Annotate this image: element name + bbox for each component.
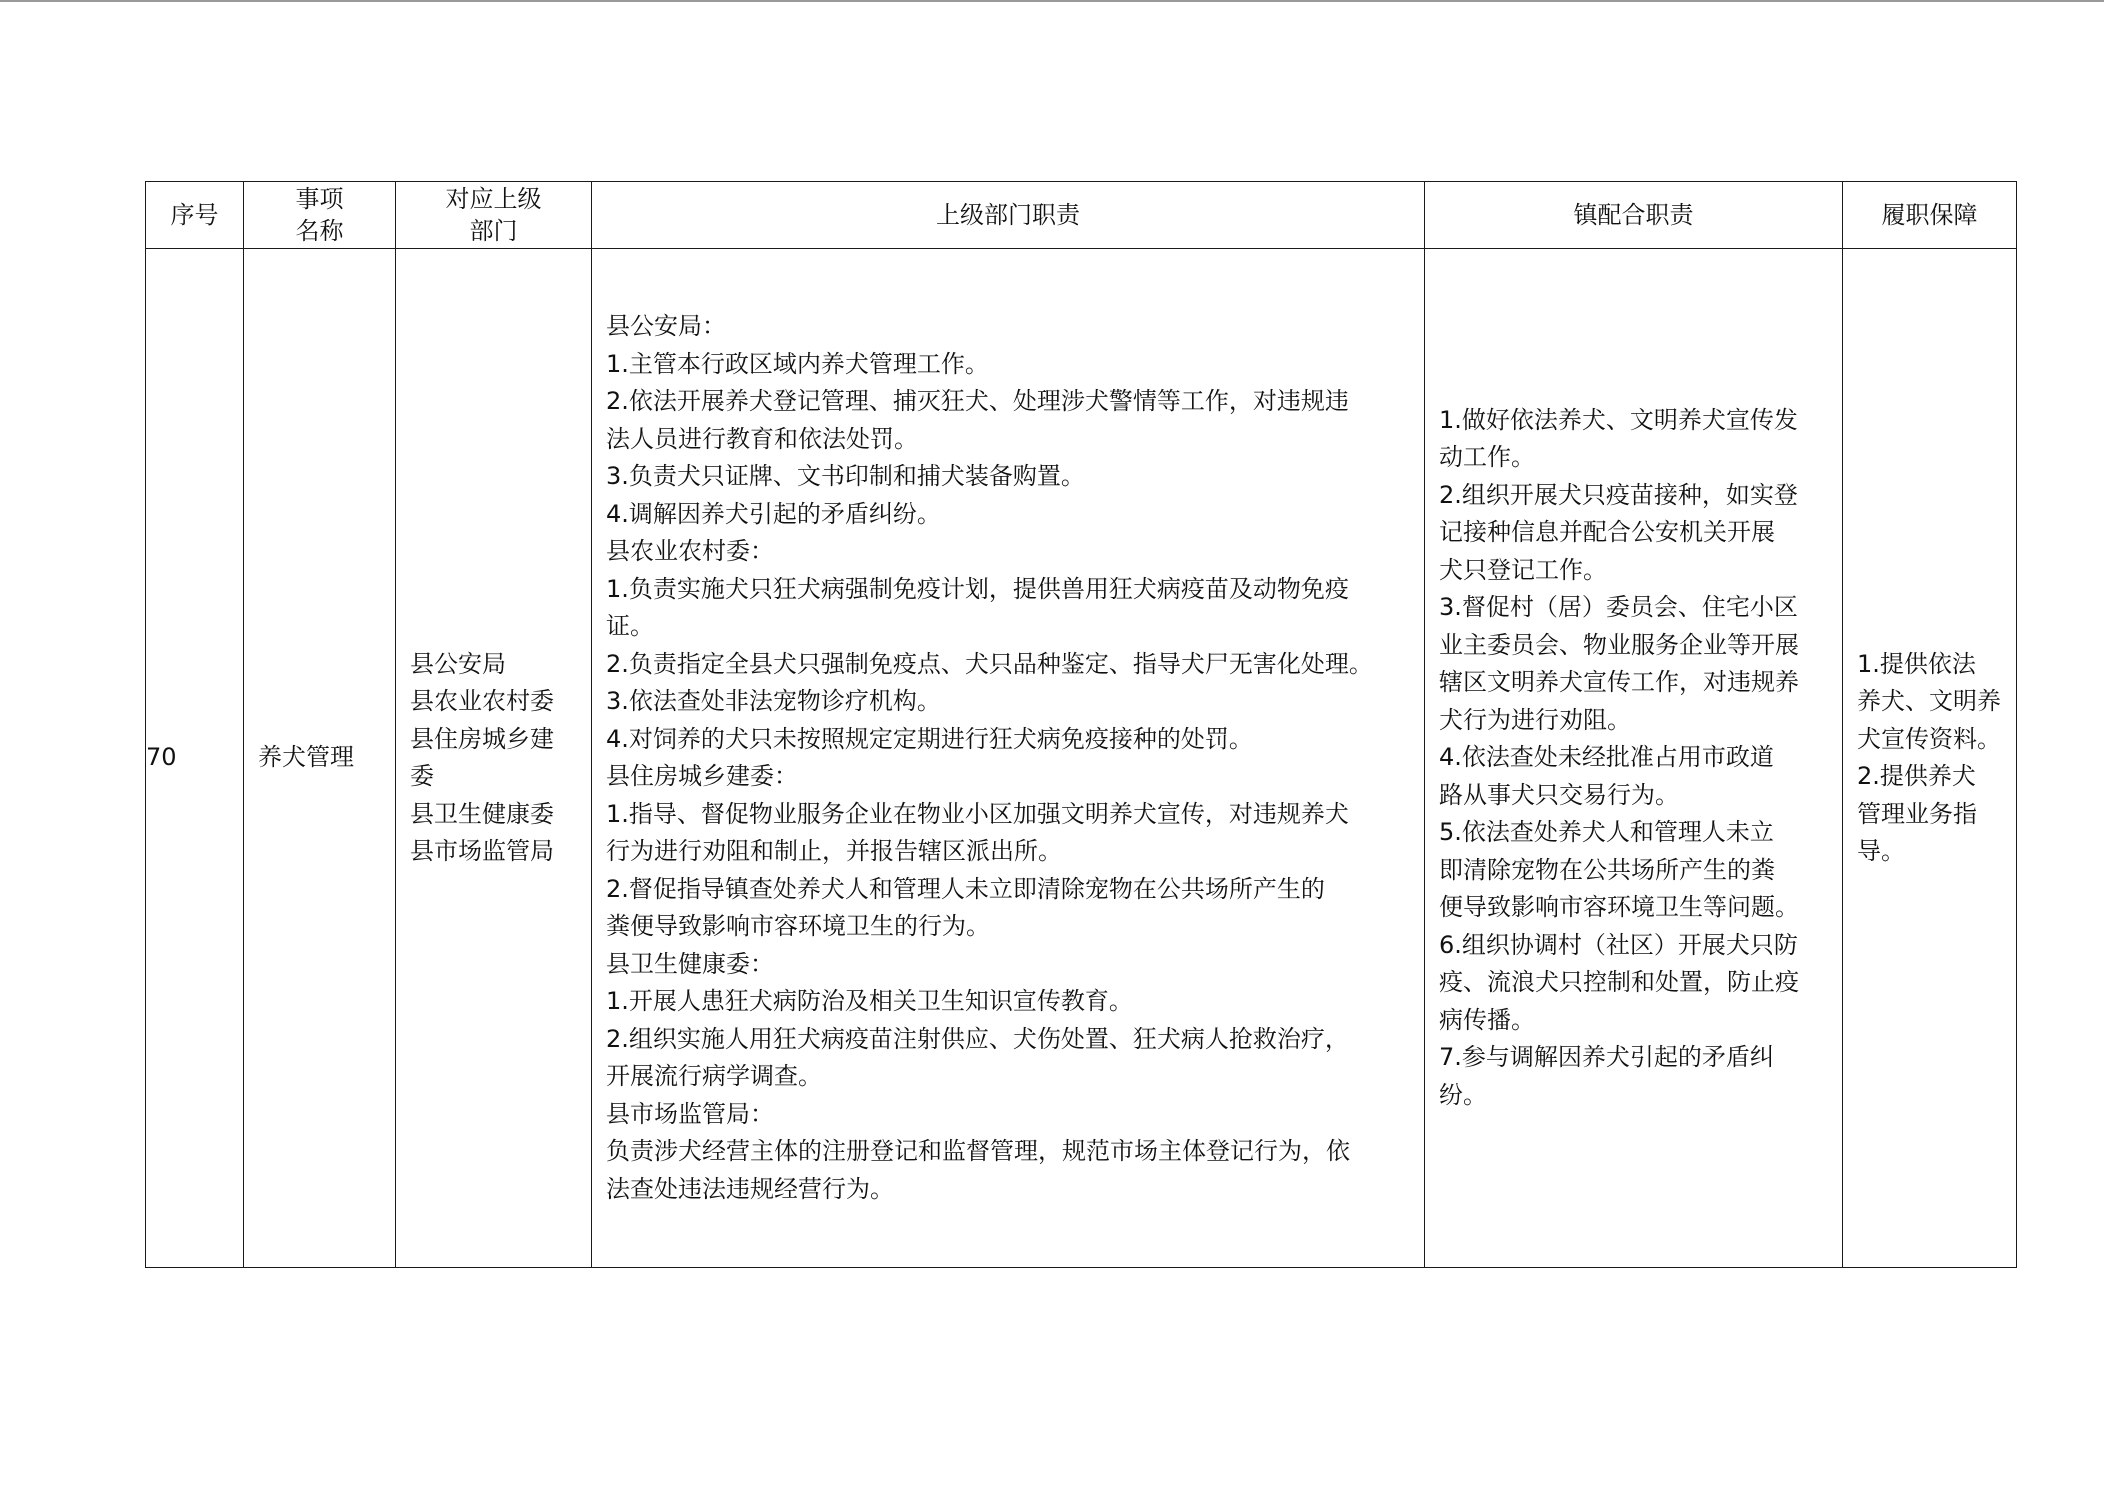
text-line: 县农业农村委： <box>606 537 774 565</box>
text-line: 委 <box>410 762 434 790</box>
text-line: 犬行为进行劝阻。 <box>1439 705 1631 734</box>
text-line: 证。 <box>606 612 654 640</box>
cell-town-duty <box>1425 249 1843 1268</box>
text-line: 即清除宠物在公共场所产生的粪 <box>1439 855 1775 884</box>
text-line: 开展流行病学调查。 <box>606 1062 822 1090</box>
cell-item-name: 养犬管理 <box>244 249 396 1268</box>
header-guarantee: 履职保障 <box>1843 182 2017 249</box>
text-line: 行为进行劝阻和制止，并报告辖区派出所。 <box>606 837 1062 865</box>
text-line: 犬只登记工作。 <box>1439 555 1607 584</box>
text-line: 1.主管本行政区域内养犬管理工作。 <box>606 349 989 378</box>
text-line: 养犬、文明养 <box>1857 687 2001 715</box>
header-upper-department: 对应上级 部门 <box>396 182 592 249</box>
cell-upper-duty <box>592 249 1425 1268</box>
header-item-name: 事项 名称 <box>244 182 396 249</box>
text-line: 2.组织开展犬只疫苗接种，如实登 <box>1439 480 1798 509</box>
text-line: 县市场监管局： <box>606 1099 774 1128</box>
text-line: 1.提供依法 <box>1857 649 1976 678</box>
text-line: 法查处违法违规经营行为。 <box>606 1174 894 1203</box>
text-line: 记接种信息并配合公安机关开展 <box>1439 518 1775 547</box>
text-line: 7.参与调解因养犬引起的矛盾纠 <box>1439 1043 1774 1072</box>
text-line: 犬宣传资料。 <box>1857 724 2001 753</box>
text-line: 4.对饲养的犬只未按照规定定期进行狂犬病免疫接种的处罚。 <box>606 724 1253 753</box>
text-line: 动工作。 <box>1439 443 1535 472</box>
text-line: 县市场监管局 <box>410 837 554 865</box>
text-line: 4.依法查处未经批准占用市政道 <box>1439 743 1774 772</box>
text-line: 县住房城乡建 <box>410 724 554 753</box>
text-line: 负责涉犬经营主体的注册登记和监督管理，规范市场主体登记行为，依 <box>606 1137 1350 1165</box>
text-line: 县公安局： <box>606 312 726 340</box>
text-line: 2.组织实施人用狂犬病疫苗注射供应、犬伤处置、狂犬病人抢救治疗， <box>606 1024 1349 1053</box>
text-line: 路从事犬只交易行为。 <box>1439 780 1679 809</box>
text-line: 1.负责实施犬只狂犬病强制免疫计划，提供兽用狂犬病疫苗及动物免疫 <box>606 574 1349 603</box>
text-line: 疫、流浪犬只控制和处置，防止疫 <box>1439 968 1799 997</box>
text-line: 辖区文明养犬宣传工作，对违规养 <box>1439 668 1799 697</box>
cell-guarantee <box>1843 249 2017 1268</box>
text-line: 3.督促村（居）委员会、住宅小区 <box>1439 593 1798 622</box>
table-header-row <box>146 182 2017 249</box>
text-line: 法人员进行教育和依法处罚。 <box>606 424 918 453</box>
table-row <box>146 249 2017 1268</box>
text-line: 病传播。 <box>1439 1005 1535 1034</box>
text-line: 4.调解因养犬引起的矛盾纠纷。 <box>606 499 941 528</box>
text-line: 3.依法查处非法宠物诊疗机构。 <box>606 687 941 715</box>
text-line: 1.开展人患狂犬病防治及相关卫生知识宣传教育。 <box>606 987 1133 1015</box>
text-line: 县卫生健康委 <box>410 799 554 828</box>
text-line: 5.依法查处养犬人和管理人未立 <box>1439 818 1774 847</box>
text-line: 1.做好依法养犬、文明养犬宣传发 <box>1439 405 1798 434</box>
text-line: 2.负责指定全县犬只强制免疫点、犬只品种鉴定、指导犬尸无害化处理。 <box>606 649 1373 678</box>
header-seq: 序号 <box>146 182 244 249</box>
text-line: 粪便导致影响市容环境卫生的行为。 <box>606 912 990 940</box>
text-line: 纷。 <box>1439 1080 1487 1109</box>
text-line: 县卫生健康委： <box>606 949 774 978</box>
text-line: 导。 <box>1857 837 1905 865</box>
text-line: 2.提供养犬 <box>1857 762 1976 790</box>
text-line: 业主委员会、物业服务企业等开展 <box>1439 630 1799 659</box>
header-town-duty: 镇配合职责 <box>1425 182 1843 249</box>
cell-departments <box>396 249 592 1268</box>
page-top-rule <box>0 0 2104 2</box>
text-line: 便导致影响市容环境卫生等问题。 <box>1439 893 1799 922</box>
text-line: 管理业务指 <box>1857 799 1977 828</box>
text-line: 3.负责犬只证牌、文书印制和捕犬装备购置。 <box>606 462 1085 490</box>
text-line: 6.组织协调村（社区）开展犬只防 <box>1439 930 1798 959</box>
header-upper-duty: 上级部门职责 <box>592 182 1425 249</box>
text-line: 县农业农村委 <box>410 687 554 715</box>
text-line: 2.督促指导镇查处养犬人和管理人未立即清除宠物在公共场所产生的 <box>606 874 1325 903</box>
text-line: 县住房城乡建委： <box>606 762 798 790</box>
cell-seq: 70 <box>146 249 244 1268</box>
duty-table <box>145 181 2017 1268</box>
text-line: 2.依法开展养犬登记管理、捕灭狂犬、处理涉犬警情等工作，对违规违 <box>606 387 1349 415</box>
text-line: 县公安局 <box>410 649 506 678</box>
text-line: 1.指导、督促物业服务企业在物业小区加强文明养犬宣传，对违规养犬 <box>606 799 1349 828</box>
